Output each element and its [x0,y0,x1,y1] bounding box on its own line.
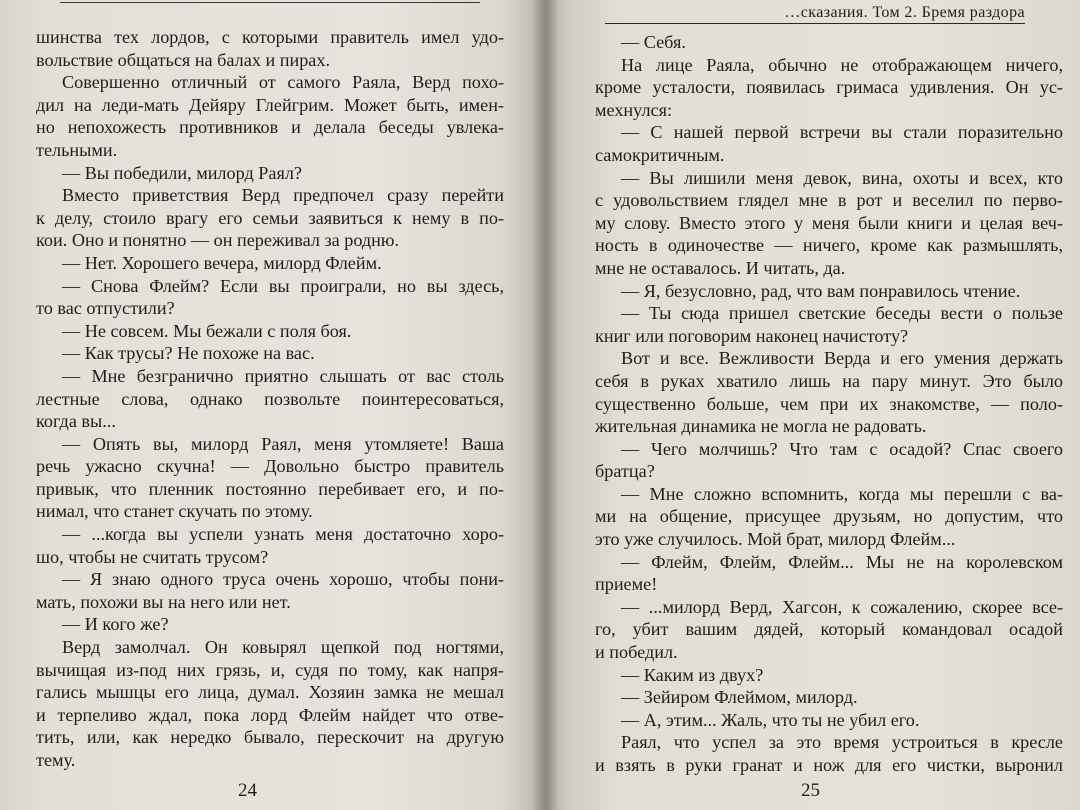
text-line: — Вы победили, милорд Раял? [62,162,302,183]
right-page-number: 25 [801,780,820,801]
text-line: Вместо приветствия Верд предпочел сразу перейти [62,185,504,206]
text-line: приеме! [595,574,658,595]
text-line: шо, чтобы не считать трусом? [36,546,269,567]
text-line: — С нашей первой встречи вы стали поразительно [621,122,1063,143]
text-line: — Нет. Хорошего вечера, милорд Флейм. [62,252,382,273]
text-line: вольствие общаться на балах и пирах. [36,49,331,70]
text-line: дил на леди-мать Дейяру Глейгрим. Может быть, имен- [36,94,504,115]
text-line: тельными. [36,139,118,160]
text-line: себя в руках хватило лишь на пару минут. Это было [595,370,1063,391]
text-line: — Вы лишили меня девок, вина, охоты и всех, кто [621,167,1063,188]
text-line: лестные слова, однако позвольте поинтересоваться, [36,388,504,409]
text-line: На лице Раяла, обычно не отображающем ничего, [621,54,1063,75]
text-line: кроме усталости, появилась гримаса удивления. Он ус- [595,77,1063,98]
text-line: когда вы... [36,411,116,432]
text-line: то вас отпустили? [36,298,175,319]
text-line: — Зейиром Флеймом, милорд. [621,687,858,708]
text-line: — Я, безусловно, рад, что вам понравилось чтение. [621,280,1021,301]
text-line: — Как трусы? Не похоже на вас. [62,343,315,364]
text-line: существенно больше, чем при их знакомстве, — поло- [595,393,1063,414]
text-line: — Ты сюда пришел светские беседы вести о пользе [621,303,1063,324]
text-line: к делу, стоило врагу его семьи заявиться к нему в по- [36,207,504,228]
text-line: речь ужасно скучна! — Довольно быстро правитель [36,456,504,477]
text-line: Верд замолчал. Он ковырял щепкой под ногтями, [62,637,504,658]
text-line: ми на общение, присущее друзьям, но допустим, что [595,506,1063,527]
text-line: братца? [595,461,655,482]
left-page-text [36,26,504,772]
text-line: ность в одиночестве — ничего, кроме как размышлять, [595,235,1063,256]
right-page [545,0,1080,810]
text-line: кои. Оно и понятно — он переживал за родню. [36,230,400,251]
text-line: — Опять вы, милорд Раял, меня утомляете! Ваша [62,433,504,454]
text-line: и взять в руки гранат и нож для его чистки, выронил [595,755,1063,775]
text-line: — Не совсем. Мы бежали с поля боя. [62,320,352,341]
text-line: — ...милорд Верд, Хагсон, к сожалению, скорее все- [621,596,1063,617]
text-line: книг или поговорим наконец начистоту? [595,325,909,346]
text-line: мне не оставалось. И читать, да. [595,257,846,278]
text-line: и победил. [595,642,678,663]
text-line: привык, что пленник постоянно перебивает его, и по- [36,478,504,499]
text-line: жительная динамика не могла не радовать. [595,416,927,437]
text-line: но непохожесть противников и делала беседы увлека- [36,117,504,138]
text-line: самокритичным. [595,144,725,165]
text-line: — А, этим... Жаль, что ты не убил его. [621,709,920,730]
text-line: — Мне безгранично приятно слышать от вас столь [62,365,504,386]
left-page-number: 24 [238,780,257,801]
running-head: …сказания. Том 2. Бремя раздора [605,4,1025,24]
text-line: мать, похожи вы на него или нет. [36,591,291,612]
text-line: мехнулся: [595,99,673,120]
text-line: — Чего молчишь? Что там с осадой? Спас своего [621,438,1063,459]
text-line: — Снова Флейм? Если вы проиграли, но вы здесь, [62,275,504,296]
text-line: шинства тех лордов, с которыми правитель имел удо- [36,27,504,47]
left-page-top-rule [60,2,480,3]
text-line: — Я знаю одного труса очень хорошо, чтобы пони- [62,569,504,590]
text-line: — Себя. [621,32,686,52]
text-line: — И кого же? [62,614,169,635]
text-line: это уже случилось. Мой брат, милорд Флейм... [595,529,956,550]
text-line: вычищая из-под них грязь, и, судя по тому, как напря- [36,659,504,680]
text-line: Вот и все. Вежливости Верда и его умения держать [621,348,1063,369]
text-line: тему. [36,750,76,770]
text-line: гались мышцы его лица, думал. Хозяин замка не мешал [36,682,504,703]
right-page-text [595,31,1063,777]
text-line: му слову. Вместо этого у меня были книги и целая веч- [595,212,1063,233]
text-line: тить, или, как нередко бывало, перескочит на другую [36,727,504,748]
text-line: — Флейм, Флейм, Флейм... Мы не на королевском [621,551,1063,572]
text-line: го, убит вашим дядей, который командовал осадой [595,619,1063,640]
text-line: — ...когда вы успели узнать меня достаточно хоро- [62,524,504,545]
text-line: Совершенно отличный от самого Раяла, Верд похо- [62,72,504,93]
text-line: нимал, что станет скучать по этому. [36,501,313,522]
text-line: — Мне сложно вспомнить, когда мы перешли с ва- [621,483,1063,504]
text-line: с удовольствием глядел мне в рот и веселил по перво- [595,190,1063,211]
text-line: Раял, что успел за это время устроиться в кресле [621,732,1063,753]
text-line: — Каким из двух? [621,664,764,685]
text-line: и терпеливо ждал, пока лорд Флейм найдет что отве- [36,704,504,725]
